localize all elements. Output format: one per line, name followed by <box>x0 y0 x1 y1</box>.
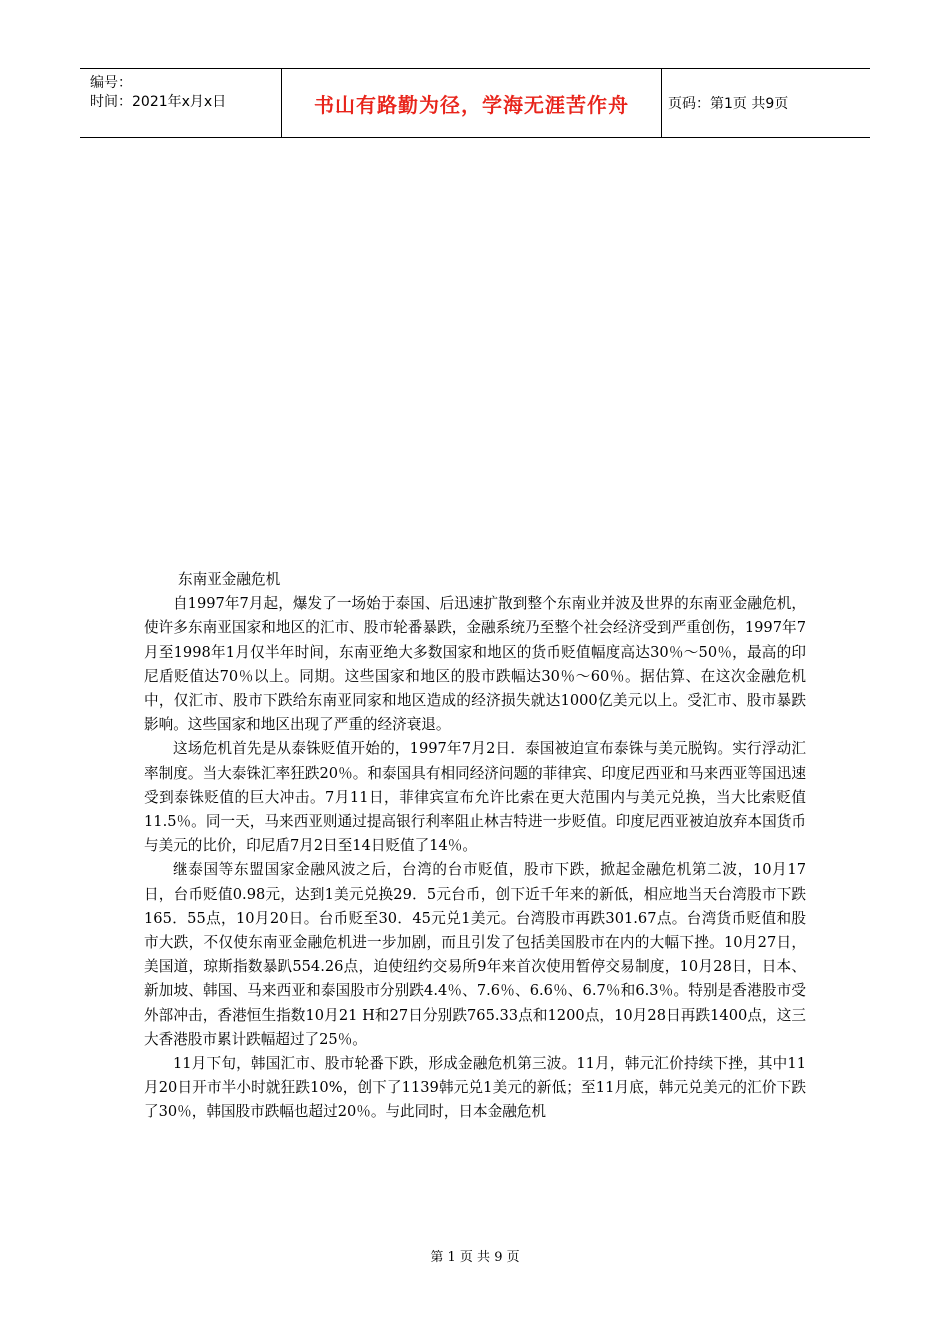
header-info-cell <box>80 69 282 137</box>
article-body <box>144 568 806 1125</box>
header-page-number: 页码：第1页 共9页 <box>668 96 789 112</box>
article-paragraph: 11月下旬，韩国汇市、股市轮番下跌，形成金融危机第三波。11月，韩元汇价持续下挫，其中11月20日开市半小时就狂跌10%，创下了1139韩元兑1美元的新低；至11月底，韩元兑美元的汇价下跌了30％，韩国股市跌幅也超过20％。与此同时，日本金融危机 <box>144 1055 806 1121</box>
header-page-cell <box>662 69 870 137</box>
article-title: 东南亚金融危机 <box>178 571 281 588</box>
header-motto-cell <box>282 69 662 137</box>
header-motto: 书山有路勤为径，学海无涯苦作舟 <box>314 92 629 117</box>
document-number-label: 编号： <box>90 75 132 91</box>
page-header <box>80 68 870 138</box>
article-paragraph: 继泰国等东盟国家金融风波之后，台湾的台市贬值，股市下跌，掀起金融危机第二波，10月17日，台币贬值0.98元，达到1美元兑换29．5元台币，创下近千年来的新低，相应地当天台湾股市下跌165．55点，10月20日。台币贬至30．45元兑1美元。台湾股市再跌301.67点。台湾货币贬值和股市大跌，不仅使东南亚金融危机进一步加剧，而且引发了包括美国股市在内的大幅下挫。10月27日，美国道，琼斯指数暴趴554.26点，迫使纽约交易所9年来首次使用暂停交易制度，10月28日，日本、新加坡、韩国、马来西亚和泰国股市分别跌4.4％、7.6％、6.6％、6.7％和6.3％。特别是香港股市受外部冲击，香港恒生指数10月21 H和27日分别跌765.33点和1200点，10月28日再跌1400点，这三大香港股市累计跌幅超过了25％。 <box>144 861 806 1048</box>
article-paragraph: 自1997年7月起，爆发了一场始于泰国、后迅速扩散到整个东南业并波及世界的东南亚金融危机，使许多东南亚国家和地区的汇市、股市轮番暴跌，金融系统乃至整个社会经济受到严重创伤，1997年7月至1998年1月仅半年时间，东南亚绝大多数国家和地区的货币贬值幅度高达30％～50％，最高的印尼盾贬值达70％以上。同期。这些国家和地区的股市跌幅达30％～60％。据估算、在这次金融危机中，仅汇市、股市下跌给东南亚同家和地区造成的经济损失就达1000亿美元以上。受汇市、股市暴跌影响。这些国家和地区出现了严重的经济衰退。 <box>144 595 806 734</box>
article-paragraph: 这场危机首先是从泰铢贬值开始的，1997年7月2日．泰国被迫宣布泰铢与美元脱钩。实行浮动汇率制度。当大泰铢汇率狂跌20％。和泰国具有相同经济问题的菲律宾、印度尼西亚和马来西亚等国迅速受到泰铢贬值的巨大冲击。7月11日，菲律宾宣布允许比索在更大范围内与美元兑换，当大比索贬值11.5％。同一天，马来西亚则通过提高银行利率阻止林吉特进一步贬值。印度尼西亚被迫放弃本国货币与美元的比价，印尼盾7月2日至14日贬值了14％。 <box>144 740 806 855</box>
document-date: 时间：2021年x月x日 <box>90 94 227 110</box>
page-footer: 第 1 页 共 9 页 <box>430 1250 520 1265</box>
